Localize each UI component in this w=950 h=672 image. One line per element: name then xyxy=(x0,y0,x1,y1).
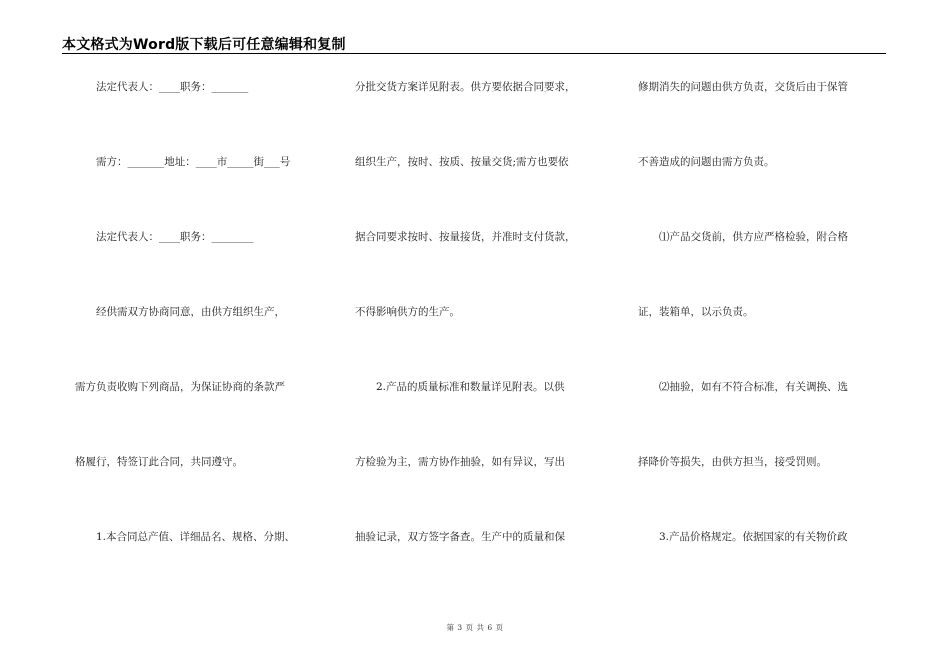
text-line: 抽验记录，双方签字备查。生产中的质量和保 xyxy=(355,531,565,543)
text-column-3 xyxy=(638,0,888,600)
header-title: 本文格式为Word版下载后可任意编辑和复制 xyxy=(62,37,346,53)
text-line: 法定代表人：____职务：________ xyxy=(75,231,254,243)
text-line: 法定代表人：____职务：_______ xyxy=(75,81,249,93)
text-line: 不得影响供方的生产。 xyxy=(355,306,460,318)
text-line: ⑵抽验，如有不符合标准，有关调换、选 xyxy=(638,381,848,393)
text-line: 据合同要求按时、按量接货，并准时支付货款， xyxy=(355,231,576,243)
text-line: 格履行，特签订此合同，共同遵守。 xyxy=(75,456,243,468)
text-line: 2.产品的质量标准和数量详见附表。以供 xyxy=(355,381,565,393)
page-number: 第 3 页 共 6 页 xyxy=(446,623,504,632)
text-line: 需方负责收购下列商品，为保证协商的条款严 xyxy=(75,381,285,393)
text-line: 分批交货方案详见附表。供方要依据合同要求， xyxy=(355,81,576,93)
text-column-1 xyxy=(75,0,335,600)
text-line: 3.产品价格规定。依据国家的有关物价政 xyxy=(638,531,848,543)
text-line: 方检验为主，需方协作抽验，如有异议，写出 xyxy=(355,456,565,468)
text-line: ⑴产品交货前，供方应严格检验，附合格 xyxy=(638,231,848,243)
text-line: 择降价等损失，由供方担当，接受罚则。 xyxy=(638,456,827,468)
text-column-2 xyxy=(355,0,615,600)
text-line: 不善造成的问题由需方负责。 xyxy=(638,156,775,168)
text-line: 需方：_______地址：____市_____街___号 xyxy=(75,156,291,168)
text-line: 1.本合同总产值、详细品名、规格、分期、 xyxy=(75,531,296,543)
text-line: 修期消失的问题由供方负责，交货后由于保管 xyxy=(638,81,848,93)
text-line: 经供需双方协商同意，由供方组织生产， xyxy=(75,306,285,318)
text-line: 组织生产，按时、按质、按量交货;需方也要依 xyxy=(355,156,569,168)
text-line: 证，装箱单，以示负责。 xyxy=(638,306,754,318)
